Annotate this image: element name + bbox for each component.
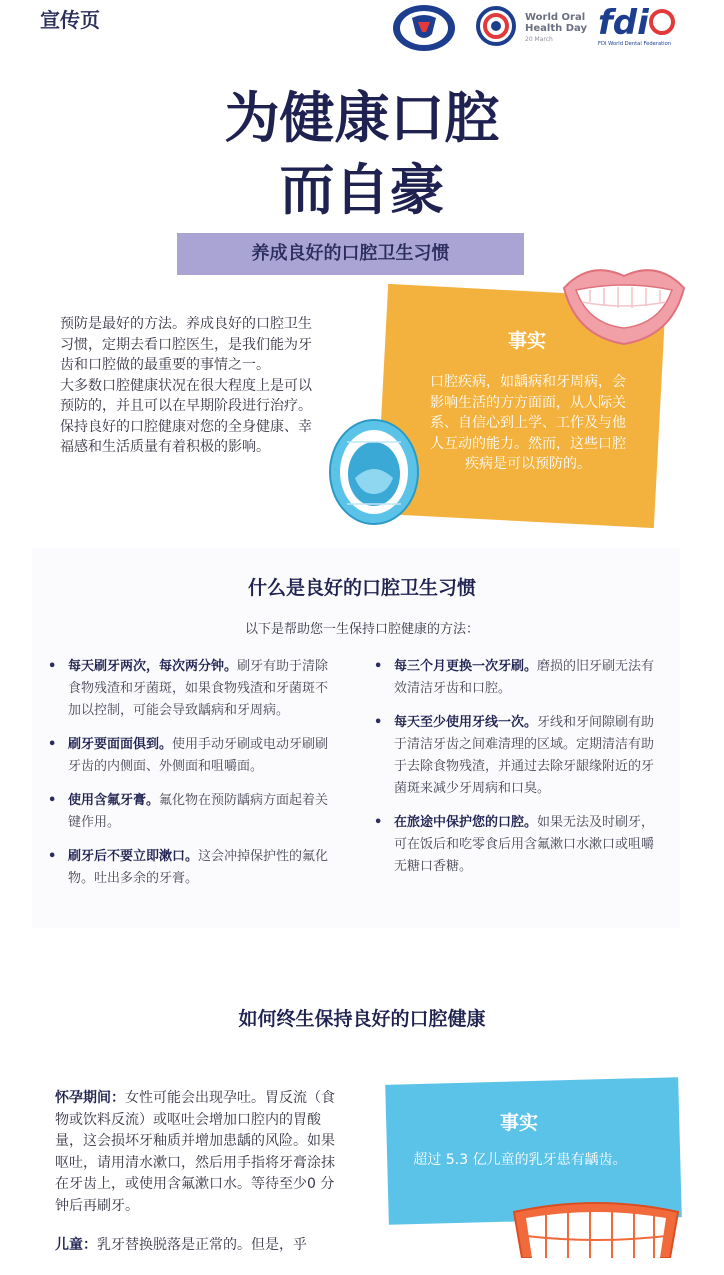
world-oral-health-day-text <box>525 12 587 45</box>
intro-paragraph-2: 大多数口腔健康状况在很大程度上是可以预防的，并且可以在早期阶段进行治疗。保持良好的口腔健康对您的全身健康、幸福感和生活质量有着积极的影响。 <box>60 377 312 455</box>
pregnancy-paragraph: 怀孕期间：女性可能会出现孕吐。胃反流（食物或饮料反流）或呕吐会增加口腔内的胃酸量，这会损坏牙釉质并增加患龋的风险。如果呕吐，请用清水漱口，然后用手指将牙膏涂抹在牙齿上，或使用含氟漱口水。等待至少0 分钟后再刷牙。 <box>55 1090 335 1214</box>
list-item: • 使用含氟牙膏。氟化物在预防龋病方面起着关键作用。 <box>48 790 338 834</box>
habits-section-title: 什么是良好的口腔卫生习惯 <box>247 577 476 599</box>
smiling-lips-icon <box>560 258 688 348</box>
fact-box-title: 事实 <box>499 1112 538 1134</box>
main-title-line1: 为健康口腔 <box>224 86 500 150</box>
children-paragraph: 儿童：乳牙替换脱落是正常的。但是，乎 <box>55 1237 307 1253</box>
intro-text <box>60 314 322 458</box>
list-item: • 刷牙要面面俱到。使用手动牙刷或电动牙刷刷牙齿的内侧面、外侧面和咀嚼面。 <box>48 734 338 778</box>
association-seal-logo <box>392 4 456 52</box>
list-item: • 每天至少使用牙线一次。牙线和牙间隙刷有助于清洁牙齿之间难清理的区域。定期清洁有助于去除食物残渣，并通过去除牙龈缘附近的牙菌斑来减少牙周病和口臭。 <box>374 712 660 800</box>
fdi-logo <box>598 2 680 48</box>
fact-box-body: 超过 5.3 亿儿童的乳牙患有龋齿。 <box>413 1152 627 1168</box>
fdi-mark: fdi <box>598 3 649 43</box>
fact-box-body: 口腔疾病，如龋病和牙周病，会影响生活的方方面面，从人际关系、自信心到上学、工作及与他人互动的能力。然而，这些口腔疾病是可以预防的。 <box>430 374 626 472</box>
main-title <box>0 82 724 226</box>
list-item: • 在旅途中保护您的口腔。如果无法及时刷牙，可在饭后和吃零食后用含氟漱口水漱口或咀嚼无糖口香糖。 <box>374 812 660 878</box>
intro-paragraph-1: 预防是最好的方法。养成良好的口腔卫生习惯，定期去看口腔医生，是我们能为牙齿和口腔做的最重要的事情之一。 <box>60 316 312 373</box>
list-item: • 每天刷牙两次，每次两分钟。刷牙有助于清除食物残渣和牙菌斑，如果食物残渣和牙菌斑不加以控制，可能会导致龋病和牙周病。 <box>48 656 338 722</box>
lifelong-section-text <box>55 1088 347 1275</box>
lifelong-section-title: 如何终生保持良好的口腔健康 <box>238 1008 486 1030</box>
subtitle-text: 养成良好的口腔卫生习惯 <box>251 243 450 264</box>
wohd-line2: Health Day <box>525 23 587 34</box>
fact-box-title: 事实 <box>507 330 546 352</box>
main-title-line2: 而自豪 <box>279 158 445 222</box>
open-mouth-icon <box>327 412 421 527</box>
page-label: 宣传页 <box>40 8 100 32</box>
wohd-line1: World Oral <box>525 12 586 23</box>
fdi-caption: FDI World Dental Federation <box>598 41 672 47</box>
habits-list-left <box>48 656 338 902</box>
world-oral-health-day-logo-icon <box>476 6 516 46</box>
grinning-mouth-icon <box>510 1198 682 1258</box>
wohd-date: 20 March <box>525 36 553 43</box>
habits-list-right <box>374 656 660 890</box>
habits-section-intro: 以下是帮助您一生保持口腔健康的方法： <box>244 622 479 637</box>
list-item: • 刷牙后不要立即漱口。这会冲掉保护性的氟化物。吐出多余的牙膏。 <box>48 846 338 890</box>
list-item: • 每三个月更换一次牙刷。磨损的旧牙刷无法有效清洁牙齿和口腔。 <box>374 656 660 700</box>
